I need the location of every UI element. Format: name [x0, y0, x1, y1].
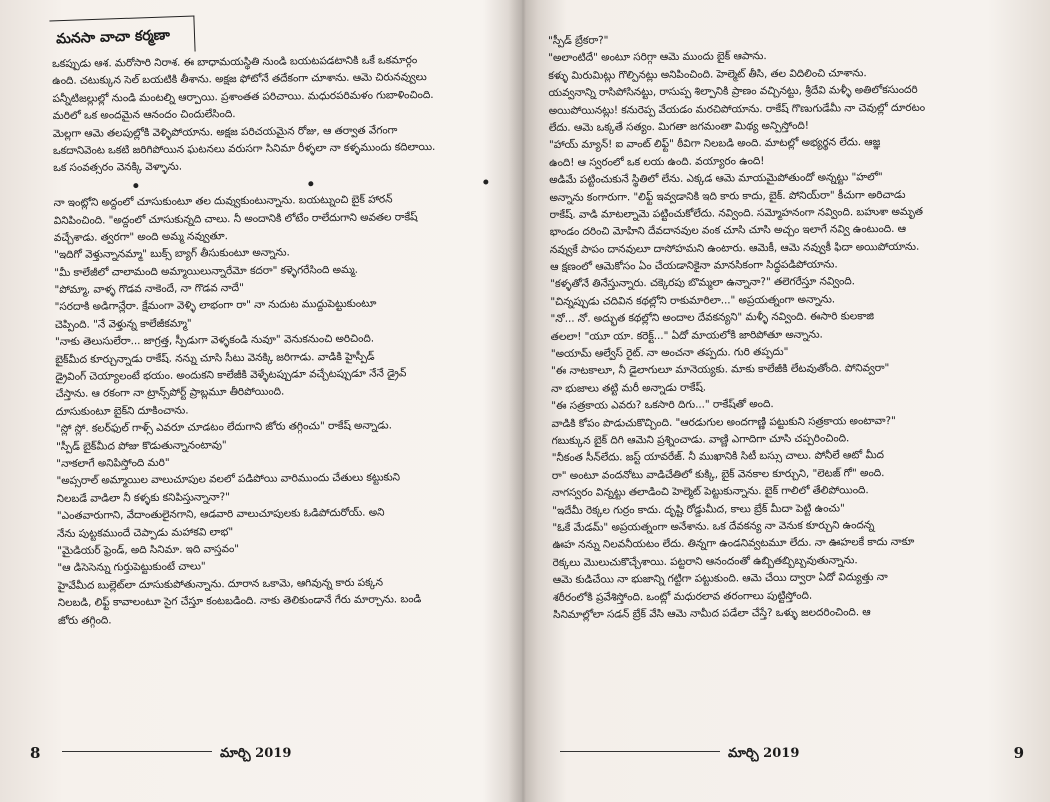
left-page-body [52, 51, 513, 630]
left-page-text-line: మెల్లగా ఆమె తలపుల్లోకి వెళ్ళిపోయాను. అక్షజ పరిచయమైన రోజు, ఆ తర్వాత వేగంగా [52, 123, 398, 140]
left-page-text-line: "ఆ డిసెసెన్ను గుర్తుపెట్టుకుంటే చాలు" [57, 560, 206, 575]
footer-brand-right: మార్చి 2019 [728, 746, 800, 761]
left-page-text-line: ఒకదానివెంట ఒకటి జరిగిపోయిన ఘటనలు వరుసగా సినిమా రీళ్ళలా నా కళ్ళముందు కదిలాయి. [52, 140, 436, 157]
left-page-text-line: నిలబడి, లిఫ్ట్ కావాలంటూ సైగ చేస్తూ కంటబడింది. నాకు తెలికుండానే గేరు మార్చాను. బండి [57, 593, 422, 610]
right-page-text-line: ఆమె కుడిచేయి నా భుజాన్ని గట్టిగా పట్టుకుంది. ఆమె చేయి ద్వారా ఏదో విద్యుత్తు నా [552, 571, 888, 587]
left-page-text-line: చెప్పింది. "నే వెళ్తున్న కాలేజీకమ్మా" [54, 317, 192, 331]
right-page-text-line: రాకేష్. వాడి మాటల్నామె పట్టించుకోలేదు. నవ్వింది. సమ్మోహనంగా నవ్వింది. బహుశా అమృత [549, 205, 923, 221]
right-page-text-line: కళ్ళు మిరుమిట్లు గొల్పినట్లు అనిపించింది. హెల్మెట్ తీసి, తల విదిలించి చూశాను. [548, 67, 867, 82]
left-page-number: 8 [30, 744, 41, 762]
left-page-text-line: ఒక సంవత్సరం వెనక్కి వెళ్ళాను. [53, 160, 183, 175]
left-page-text-line: నా ఇంట్లోని అద్దంలో చూసుకుంటూ తల దువ్వుకుంటున్నాను. బయట్నుంచి బైక్ హారన్ [53, 193, 393, 210]
right-page-text-line: అన్నాను కంగారుగా. "లిఫ్ట్ ఇవ్వడానికి ఇది కారు కాదు, బైక్. పోనియ్‌రా" కీచుగా అరిచాడు [549, 188, 906, 204]
right-page [528, 0, 1050, 802]
left-page-text-line: "ఎంతవారుగాని, వేదాంతులైనగాని, ఆడవారి వాలుచూపులకు ఓడిపోదురోయ్. అని [56, 506, 385, 523]
left-page-text-line: నిలబడే వాడిలా నీ కళ్ళకు కనిపిస్తున్నానా?" [56, 490, 230, 505]
right-page-text-line: "ఓకే మేడమ్" అప్రయత్నంగా అనేశాను. ఒక దేవకన్య నా వెనుక కూర్చుని ఉందన్న [552, 519, 875, 534]
book-gutter-shadow [508, 0, 538, 802]
left-page-text-line: "అప్సరాల్ అమ్మాయిల వాలుచూపుల వలలో పడిపోయి వారిముందు చేతులు కట్టుకుని [56, 471, 401, 488]
right-page-text-line: రా" అంటూ వందనోటు వాడిచేతిలో కుక్కి, బైక్ వెనకాల కూర్చుని, "లెటజ్ గో" అంది. [551, 466, 885, 482]
right-page-text-line: యవ్వనాన్ని రాసిపోసినట్టు, రాసుప్ప శిల్పానికి ప్రాణం వచ్చినట్టు, శ్రీదేవి మళ్ళీ అతిలోకసుందరి [548, 83, 918, 100]
left-page-text-line: "మైడియర్ ఫ్రెండ్, అది సినిమా. ఇది వాస్తవం" [57, 543, 240, 557]
right-page-number: 9 [1013, 744, 1024, 762]
footer-brand-left: మార్చి 2019 [220, 746, 292, 761]
left-page-text-line: పన్నీటిజల్లుల్లో నుండి మంటల్ని ఆర్పాయి. ప్రశాంతత పరిచాయి. మధురపరిమళం గుబాళించింది. [52, 88, 434, 105]
separator-dot [133, 183, 138, 188]
left-page-text-line: హైవేమీద బుల్లెట్‌లా దూసుకుపోతున్నాను. దూరాన ఒకామె, ఆగివున్న కారు పక్కన [57, 576, 384, 592]
right-page-body [548, 29, 1043, 625]
left-page-text-line: "స్లో స్లో. కలర్‌ఫుల్ గాళ్స్ ఎవరూ చూడటం లేదుగాని జోరు తగ్గించు" రాకేష్ అన్నాడు. [55, 419, 392, 436]
left-page-text-line: "సరదాకి అడిగాన్లేరా. క్షేమంగా వెళ్ళి లాభంగా రా" నా నుదుట ముద్దుపెట్టుకుంటూ [54, 298, 377, 314]
right-page-text-line: లేదు. ఆమె ఒక్కతే సత్యం. మిగతా జగమంతా మిథ్య అన్పిస్తోంది! [548, 119, 809, 134]
left-page-text-line: డ్రైవింగ్ చెయ్యాలంటే భయం. అందుకని కాలేజీకి వెళ్ళేటప్పుడూ వచ్చేటప్పుడూ నేనే డ్రైవ్ [55, 367, 407, 384]
left-page-text-line: జోరు తగ్గింది. [57, 613, 112, 627]
left-page-text-line: బైక్‌మీద కూర్చున్నాడు రాకేష్. నన్ను చూసి సీటు వెనక్కి జరిగాడు. వాడికి హైస్పీడ్ [55, 350, 375, 366]
left-page-text-line: "మీ కాలేజీలో చాలామంది అమ్మాయిలున్నారేమో కదరా" కళ్ళెగరేసింది అమ్మ. [54, 263, 358, 279]
right-page-text-line: వాడికి కోపం పొడుచుకొచ్చింది. "ఆరడుగుల అందగాణ్ణి పట్టుకుని సత్రకాయ అంటావా?" [551, 414, 896, 430]
right-page-text-line: రెక్కలు మొలుచుకొచ్చేశాయి. పట్టరాని ఆనందంతో ఉబ్బితబ్బిబ్బవుతున్నాను. [552, 554, 858, 569]
right-page-text-line: "అయామ్ ఆల్వేస్ రైట్. నా అంచనా తప్పదు. గురి తప్పదు" [550, 345, 789, 361]
left-page-text-line: దూసుకుంటూ బైక్‌ని దూకించాను. [55, 404, 189, 418]
footer-rule-right [560, 751, 720, 752]
left-page-text-line: ఒకప్పుడు ఆశ. మరోసారి నిరాశ. ఈ బాధామయస్థితి నుండి బయటపడటానికి ఒకే ఒకమార్గం [52, 54, 418, 70]
right-page-text-line: "కళ్ళతోనే తినేస్తున్నారు. చక్కెరపు బొమ్మలా ఉన్నానా?" తలెగరేస్తూ నవ్వింది. [550, 275, 855, 291]
left-page-text-line: "నాకు తెలుసులేరా... జాగ్రత్త, స్పీడుగా వెళ్ళకండి నువూ" వెనుకనుంచి అరిచింది. [54, 332, 375, 349]
right-page-text-line: అడిమే పట్టించుకునే స్థితిలో లేను. ఎక్కడ ఆమె మాయమైపోతుందో అన్నట్టు "హలో" [549, 171, 883, 187]
separator-dot [308, 181, 313, 186]
right-page-text-line: "అలాంటిదే" అంటూ సరిగ్గా ఆమె ముందు బైక్ ఆపాను. [548, 50, 767, 65]
left-page-text-line: "పోమ్మా, వాళ్ళ గొడవ నాకెందే, నా గొడవ నాదే" [54, 282, 244, 297]
right-page-text-line: శరీరంలోకి ప్రవేశిస్తోంది. ఒంట్లో మధురలావ తరంగాలు పుట్టిస్తోంది. [552, 589, 813, 604]
left-page-text-line: వినిపించింది. "అద్దంలో చూసుకున్నది చాలు. నీ అందానికి లోటేం రాలేదుగాని అవతల రాకేష్ [53, 210, 418, 227]
left-page-text-line: వచ్చేశాడు. త్వరగా" అంది అమ్మ నవ్వుతూ. [53, 230, 228, 244]
separator-dot [483, 179, 488, 184]
left-page-text-line: నేను పుట్టకముందే చెప్పాడు మహాకవి లాభ" [56, 525, 234, 540]
left-page-text-line: "స్పీడ్ బైక్‌మీద పోజు కొడుతున్నానంటావు" [56, 438, 227, 453]
left-page-text-line: చేస్తాను. ఆ రకంగా నా ట్రాన్స్‌పోర్ట్ ప్రాబ్లమూ తీరిపోయింది. [55, 386, 285, 401]
left-page-text-line: ఉంది. చటుక్కున సెల్ బయటికి తీశాను. అక్షజ ఫోటోనే తదేకంగా చూశాను. ఆమె చిరునవ్వులు [52, 71, 427, 88]
right-page-text-line: ఉంది! ఆ స్వరంలో ఒక లయ ఉంది. వయ్యారం ఉంది! [549, 154, 765, 169]
right-page-text-line: "స్పీడ్ బ్రేకరా?" [548, 34, 609, 47]
right-page-text-line: అయిపోయినట్లు! కనురెప్ప వేయడం మరచిపోయాను. రాకేష్ గొణుగుడేమీ నా చెవుల్లో దూరటం [548, 101, 926, 117]
right-page-text-line: "ఇదేమీ రెక్కల గుర్రం కాదు. దృష్టి రోడ్డుమీద, కాలు బ్రేక్ మీదా పెట్టి ఉంచు" [552, 501, 845, 517]
right-page-text-line: సినిమాల్లోలా సడన్ బ్రేక్ వేసి ఆమె నామీద పడేలా చేస్తే? ఒళ్ళు జలదరించింది. ఆ [553, 606, 871, 621]
left-page [0, 0, 520, 802]
story-title-box: మనసా వాచా కర్మణా [49, 15, 195, 56]
right-page-text-line: "ఈ నాటకాలూ, నీ డైలాగులూ మానెయ్యకు. మాకు కాలేజీకి లేటవుతోంది. పోనివ్వరా" [550, 362, 890, 378]
right-page-text-line: గబుక్కున బైక్ దిగి ఆమెని ప్రశ్నించాడు. వాణ్ణి ఎగాదిగా చూసి చప్పరించింది. [551, 432, 850, 447]
right-page-text-line: నాగస్వరం విన్నట్టు తలాడించి హెల్మెట్ పెట్టుకున్నాను. బైక్ గాలిలో తేలిపోయింది. [551, 484, 869, 500]
left-page-text-line: "ఇదిగో వెళ్తున్నానమ్మా" బుక్స్ బ్యాగ్ తీసుకుంటూ అన్నాను. [54, 246, 290, 262]
left-page-text-line: "నాకలాగే అనిపిస్తోంది మరి" [56, 456, 170, 470]
right-page-text-line: నా భుజాలు తట్టి మరీ అన్నాడు రాకేష్. [551, 381, 707, 395]
right-page-text-line: నవ్వుకే పాపం దానవులూ దాసోహమని ఉంటారు. ఆమెకీ, ఆమె నవ్వుకీ ఫిదా అయిపోయాను. [549, 240, 920, 256]
right-page-text-line: భాండం దరించి మోహిని దేవదానవుల వంక చూసి చూసి అచ్చం ఇలాగే నవ్వి ఉంటుంది. ఆ [549, 223, 907, 239]
right-page-text-line: ఆ క్షణంలో ఆమెకోసం ఏం చేయడానికైనా మానసికంగా సిద్ధపడిపోయాను. [549, 258, 838, 274]
left-page-text-line: మరిలో ఒక అందమైన ఆనందం చిందులేసింది. [52, 108, 236, 123]
right-page-text-line: "హాయ్ మ్యాన్! ఐ వాంట్ లిఫ్ట్" ఠీవిగా నిలబడి అంది. మాటల్లో అభ్యర్థన లేదు. ఆజ్ఞ [548, 136, 881, 152]
right-page-text-line: "ఈ సత్రకాయ ఎవరు? ఒకసారి దిగు..." రాకేష్‌తో అంది. [551, 398, 774, 413]
right-page-text-line: తలలా! "యూ యా. కరెక్ట్..." ఏదో మాయలోకి జారిపోతూ అన్నాను. [550, 328, 823, 343]
right-page-text-line: ఊహ నన్ను నిలవనీయటం లేదు. తిన్నగా ఉండనివ్వటమూ లేదు. నా ఊహలకే కాదు నాకూ [552, 536, 915, 552]
right-page-text-line: "నో... నో. అద్భుత కథల్లోని అందాల దేవకన్యని" మళ్ళీ నవ్వింది. ఈసారి కులకాజి [550, 310, 874, 326]
footer-rule-left [62, 751, 212, 752]
right-page-text-line: "నీకంత సీన్‌లేదు. జస్ట్ యావరేజ్. నీ ముఖానికి సిటీ బస్సు చాలు. పోనీలే ఆటో మీద [551, 449, 884, 465]
right-page-text-line: "చిన్నప్పుడు చదివిన కథల్లోని రాకుమారిలా..." అప్రయత్నంగా అన్నాను. [550, 293, 836, 308]
